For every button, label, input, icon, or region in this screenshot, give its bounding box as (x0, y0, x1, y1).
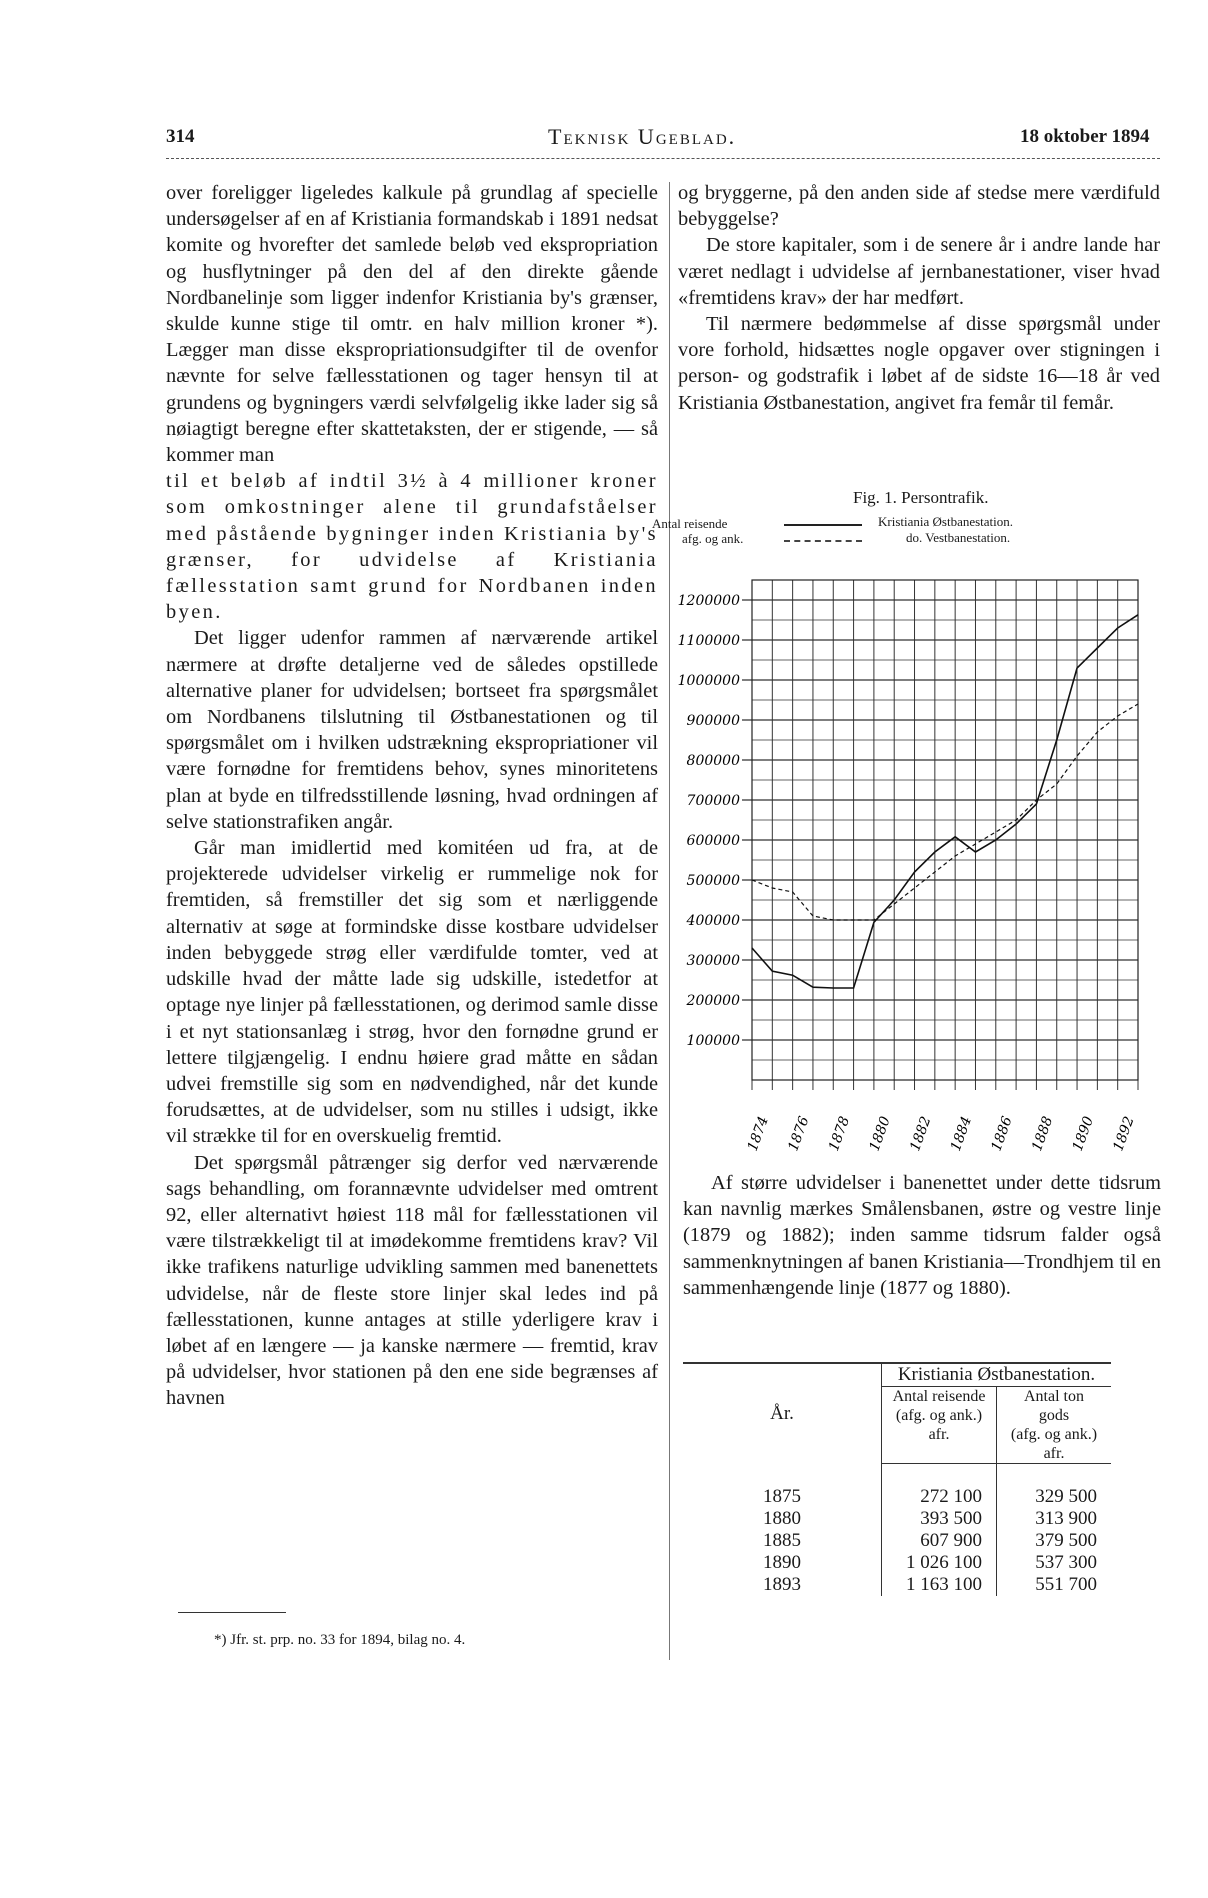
y-tick-label: 300000 (686, 953, 740, 969)
y-tick-label: 700000 (686, 793, 740, 809)
cell-year: 1875 (763, 1485, 801, 1507)
header-line: afr. (1043, 1445, 1065, 1462)
x-tick-label: 1882 (907, 1114, 935, 1154)
table-row (683, 1508, 1111, 1530)
footnote-rule (178, 1612, 286, 1613)
table-row (683, 1552, 1111, 1574)
table-row (683, 1530, 1111, 1552)
header-rule (166, 158, 1160, 159)
series-line-oestbane (752, 615, 1138, 988)
paragraph: Går man imidlertid med komitéen ud fra, at de projekterede udvidelser virkelig er rummelige nok for fremtiden, så fremstiller det sig som et nærliggende alternativ at søge at formindske disse kostbare udvidelser inden bebyggede strøg eller værdifulde tomter, ved at udskille hvad der måtte lade sig udskille, istedetfor at optage nye linjer på fællesstationen, og derimod samle disse i et nyt stationsanlæg i strøg, hvor den fornødne grund er lettere tilgjængelig. I endnu høiere grad måtte en sådan udvei fremstille sig som en nødvendighed, når det kunde forudsættes, at de udvidelser, som nu stilles i udsigt, ikke vil strække til for en overskuelig fremtid. (166, 837, 658, 1148)
series-line-vestbane (752, 704, 1138, 920)
legend-label-vestbane: do. Vestbanestation. (906, 530, 1011, 545)
y-tick-label: 900000 (686, 713, 740, 729)
y-tick-label: 100000 (686, 1033, 740, 1049)
y-axis-label: Antal reisende (652, 516, 728, 531)
x-tick-label: 1890 (1069, 1114, 1098, 1154)
table-row (683, 1574, 1111, 1596)
cell-passengers: 272 100 (882, 1464, 997, 1509)
paragraph: og bryggerne, på den anden side af stedse mere værdifuld bebyggelse? (678, 182, 1160, 231)
y-tick-label: 400000 (686, 913, 740, 929)
x-tick-label: 1880 (866, 1114, 894, 1154)
y-tick-label: 1000000 (677, 673, 740, 689)
cell-passengers: 393 500 (882, 1508, 997, 1530)
cell-passengers: 607 900 (882, 1530, 997, 1552)
y-tick-label: 1200000 (677, 593, 740, 609)
paragraph: Af større udvidelser i banenettet under dette tidsrum kan navnlig mærkes Smålensbanen, østre og vestre linje (1879 og 1882); inden samme tidsrum falder også sammenknytningen af banen Kristiania—Trondhjem til en sammenhængende linje (1877 og 1880). (683, 1172, 1161, 1299)
paragraph: Det spørgsmål påtrænger sig derfor ved nærværende sags behandling, om forannævnte udvidelser med omtrent 92, eller alternativt høiest 118 mål for fællesstationen vil være tilstrækkeligt til at imødekomme fremtidens krav? Vil ikke trafikens naturlige udvikling sammen med banenettets udvidelse, når de fleste store linjer skal ledes ind på fællesstationen, kunne antages at stille yderligere krav i løbet af en længere — ja kanske nærmere — fremtid, krav på udvidelser, hvor stationen på den ene side begrænses af havnen (166, 1151, 658, 1410)
legend-label-oestbane: Kristiania Østbanestation. (878, 514, 1014, 529)
cell-goods: 329 500 (997, 1464, 1112, 1509)
footnote: *) Jfr. st. prp. no. 33 for 1894, bilag no. 4. (214, 1632, 466, 1648)
x-tick-label: 1892 (1110, 1114, 1138, 1154)
paragraph: Til nærmere bedømmelse af disse spørgsmål under vore forhold, hidsættes nogle opgaver over stigningen i person- og godstrafik i løbet af de sidste 16—18 år ved Kristiania Østbanestation, angivet fra femår til femår. (678, 313, 1160, 414)
paragraph: til et beløb af indtil 3½ à 4 millioner kroner som omkostninger alene til grundafståelser med påstående bygninger inden Kristiania by's grænser, for udvidelse af Kristiania fællesstation samt grund for Nordbanen inden byen. (166, 470, 658, 624)
y-tick-label: 800000 (686, 753, 740, 769)
y-tick-label: 500000 (686, 873, 740, 889)
journal-title: Teknisk Ugeblad. (548, 124, 737, 149)
cell-goods: 551 700 (997, 1574, 1112, 1596)
col-header-goods (997, 1387, 1112, 1464)
col-header-year: År. (683, 1363, 882, 1464)
cell-passengers: 1 163 100 (882, 1574, 997, 1596)
after-chart-paragraph (683, 1170, 1161, 1301)
header-line: Antal ton gods (1024, 1388, 1084, 1424)
figure-title: Fig. 1. Persontrafik. (853, 488, 989, 507)
cell-passengers: 1 026 100 (882, 1552, 997, 1574)
traffic-table (683, 1362, 1111, 1596)
legend-dashed-line (784, 540, 862, 542)
y-tick-label: 600000 (686, 833, 740, 849)
table-row (683, 1464, 1111, 1509)
header-line: (afg. og ank.) (895, 1407, 983, 1424)
left-column (166, 180, 658, 1412)
header-line: Antal reisende (892, 1388, 986, 1405)
y-tick-label: 1100000 (677, 633, 740, 649)
header-line: afr. (928, 1426, 950, 1443)
x-tick-label: 1874 (744, 1114, 772, 1154)
x-tick-label: 1888 (1029, 1114, 1057, 1154)
issue-date: 18 oktober 1894 (1020, 126, 1150, 147)
y-axis-label-sub: afg. og ank. (682, 531, 744, 546)
x-tick-label: 1876 (785, 1114, 813, 1154)
paragraph: De store kapitaler, som i de senere år i andre lande har været nedlagt i udvidelse af jernbanestationer, viser hvad «fremtidens krav» der har medført. (678, 234, 1160, 309)
cell-year: 1880 (763, 1508, 801, 1529)
x-tick-label: 1878 (825, 1114, 854, 1154)
paragraph: Det ligger udenfor rammen af nærværende artikel nærmere at drøfte detaljerne ved de således opstillede alternative planer for udvidelsen; bortseet fra spørgsmålet om Nordbanens tilslutning til Østbanestationen og til spørgsmålet om i hvilken udstrækning ekspropriationer vil være fornødne for fremtidens behov, synes minoritetens plan at byde en tilfredsstillende løsning, hvad ordningen af selve stationstrafiken angår. (166, 627, 658, 833)
cell-goods: 537 300 (997, 1552, 1112, 1574)
cell-goods: 379 500 (997, 1530, 1112, 1552)
cell-goods: 313 900 (997, 1508, 1112, 1530)
page-number: 314 (166, 126, 195, 147)
right-column (678, 180, 1160, 416)
col-header-passengers (882, 1387, 997, 1464)
page-header (0, 126, 1208, 156)
legend-solid-line (784, 524, 862, 526)
cell-year: 1885 (763, 1530, 801, 1551)
persontrafik-chart (652, 560, 1160, 1180)
cell-year: 1890 (763, 1552, 801, 1573)
group-header: Kristiania Østbanestation. (882, 1363, 1112, 1387)
cell-year: 1893 (763, 1574, 801, 1595)
x-tick-label: 1886 (988, 1114, 1016, 1154)
paragraph: over foreligger ligeledes kalkule på grundlag af specielle undersøgelser af en af Kristiania formandskab i 1891 nedsat komite og hvorefter det samlede beløb ved ekspropriation og husflytninger på den del af den direkte gående Nordbanelinje som ligger indenfor Kristiania by's grænser, skulde kunne stige til omtr. en halv million kroner *). Lægger man disse ekspropriationsudgifter til de ovenfor nævnte for selve fællesstationen og tager hensyn til at grundens og bygningers værdi selvfølgelig ikke lader sig så nøiagtigt beregne efter skattetaksten, der er stigende, — så kommer man (166, 182, 658, 467)
header-line: (afg. og ank.) (1010, 1426, 1098, 1443)
chart-frame (752, 580, 1138, 1080)
x-tick-label: 1884 (947, 1114, 976, 1154)
y-tick-label: 200000 (686, 993, 740, 1009)
